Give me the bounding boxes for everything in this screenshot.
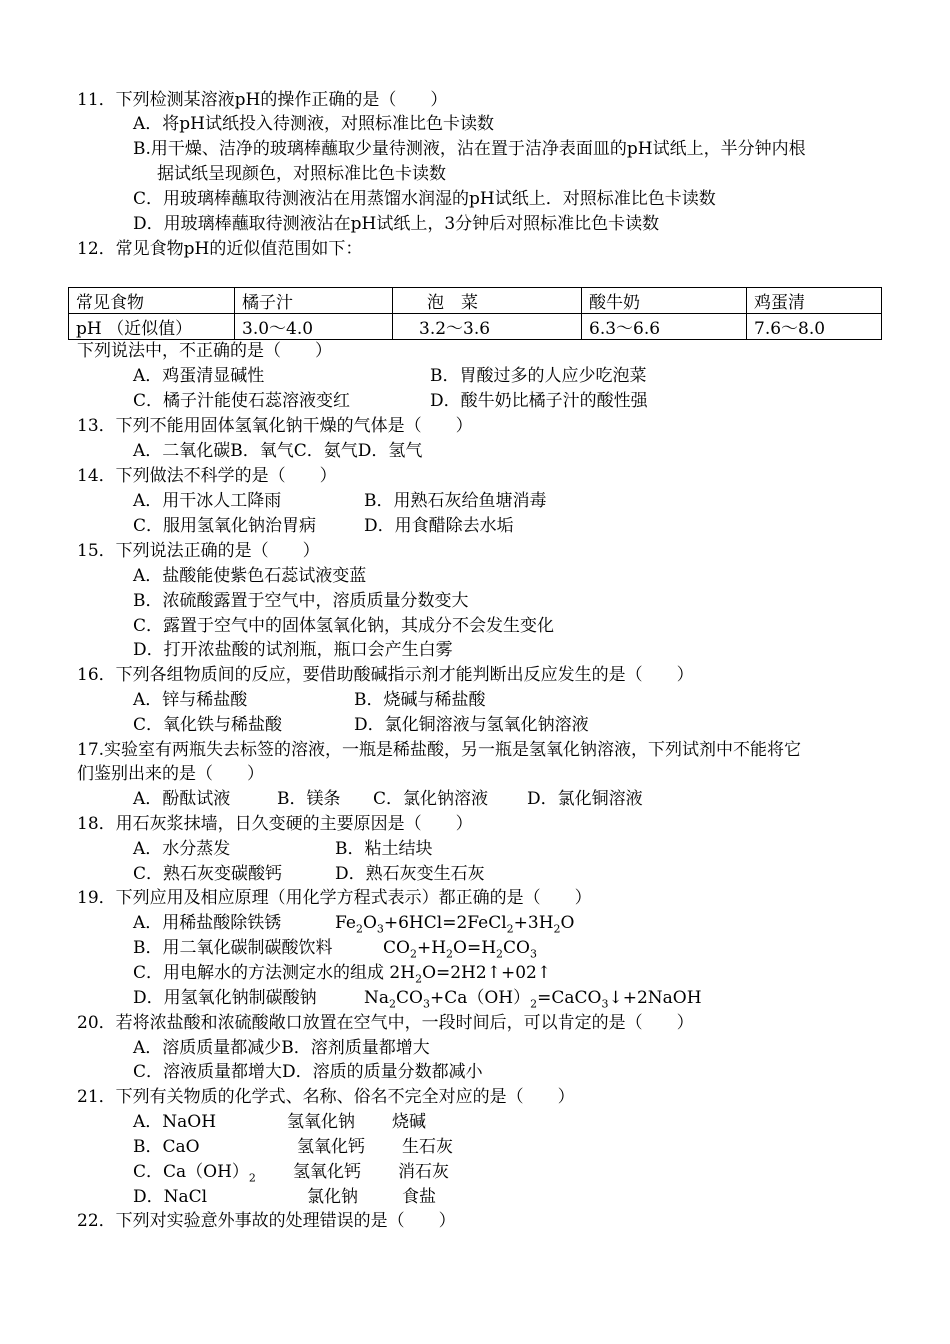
q11-option-a: A．将pH试纸投入待测液，对照标准比色卡读数 (133, 114, 494, 134)
table-cell: 常见食物 (69, 288, 235, 314)
q15-option-c: C．露置于空气中的固体氢氧化钠，其成分不会发生变化 (133, 616, 555, 636)
q19-option-a: A．用稀盐酸除铁锈 (133, 913, 282, 933)
q22-stem: 22．下列对实验意外事故的处理错误的是（ ） (77, 1211, 456, 1231)
q17-stem-line1: 17.实验室有两瓶失去标签的溶液，一瓶是稀盐酸，另一瓶是氢氧化钠溶液，下列试剂中不能将它 (77, 740, 802, 760)
q18-stem: 18．用石灰浆抹墙，日久变硬的主要原因是（ ） (77, 814, 473, 834)
q15-option-d: D．打开浓盐酸的试剂瓶，瓶口会产生白雾 (133, 640, 453, 660)
q11-stem: 11．下列检测某溶液pH的操作正确的是（ ） (77, 90, 448, 110)
q11-option-b-line1: B.用干燥、洁净的玻璃棒蘸取少量待测液，沾在置于洁净表面皿的pH试纸上，半分钟内根 (133, 139, 806, 159)
q12-option-a: A．鸡蛋清显碱性 (133, 366, 265, 386)
q16-option-d: D．氯化铜溶液与氢氧化钠溶液 (354, 715, 589, 735)
q21-option-d-common-name: 食盐 (402, 1187, 436, 1207)
q16-option-c: C．氧化铁与稀盐酸 (133, 715, 283, 735)
q21-option-b-common-name: 生石灰 (402, 1137, 453, 1157)
q14-stem: 14．下列做法不科学的是（ ） (77, 466, 337, 486)
table-cell: 3.0～4.0 (235, 314, 393, 340)
table-row (69, 288, 882, 314)
q20-options-cd: C．溶液质量都增大D．溶质的质量分数都减小 (133, 1062, 483, 1082)
q17-option-a: A．酚酞试液 (133, 789, 231, 809)
q12-option-c: C．橘子汁能使石蕊溶液变红 (133, 391, 351, 411)
q17-option-b: B．镁条 (277, 789, 341, 809)
q14-option-b: B．用熟石灰给鱼塘消毒 (364, 491, 547, 511)
q20-stem: 20．若将浓盐酸和浓硫酸敞口放置在空气中，一段时间后，可以肯定的是（ ） (77, 1013, 694, 1033)
q21-option-b-formula: B．CaO (133, 1137, 200, 1157)
q19-option-b: B．用二氧化碳制碳酸饮料 (133, 938, 333, 958)
q18-option-c: C．熟石灰变碳酸钙 (133, 864, 283, 884)
q17-option-c: C．氯化钠溶液 (373, 789, 489, 809)
table-cell: 泡 菜 (393, 288, 582, 314)
q19-option-c: C．用电解水的方法测定水的组成 $2H_2O=2H2↑+02↑$ (133, 963, 552, 986)
q12-option-b: B．胃酸过多的人应少吃泡菜 (430, 366, 647, 386)
q21-option-a-name: 氢氧化钠 (287, 1112, 355, 1132)
table-cell: 鸡蛋清 (747, 288, 882, 314)
food-ph-table (68, 287, 882, 340)
q18-option-a: A．水分蒸发 (133, 839, 231, 859)
q21-option-d-name: 氯化钠 (307, 1187, 358, 1207)
q11-option-d: D．用玻璃棒蘸取待测液沾在pH试纸上，3分钟后对照标准比色卡读数 (133, 214, 660, 234)
q13-options: A．二氧化碳B．氧气C．氨气D．氢气 (133, 441, 423, 461)
q11-option-c: C．用玻璃棒蘸取待测液沾在用蒸馏水润湿的pH试纸上．对照标准比色卡读数 (133, 189, 716, 209)
table-cell: 橘子汁 (235, 288, 393, 314)
table-cell: 6.3～6.6 (582, 314, 747, 340)
table-cell: pH （近似值） (69, 314, 235, 340)
q21-option-a-common-name: 烧碱 (392, 1112, 426, 1132)
q13-stem: 13．下列不能用固体氢氧化钠干燥的气体是（ ） (77, 416, 473, 436)
table-cell: 7.6～8.0 (747, 314, 882, 340)
q15-option-a: A．盐酸能使紫色石蕊试液变蓝 (133, 566, 367, 586)
q19-option-d-equation: $Na_2CO_3+Ca(OH)_2=CaCO_3↓+2NaOH$ (364, 988, 702, 1011)
q21-option-a-formula: A．NaOH (133, 1112, 217, 1132)
q12-prompt: 下列说法中，不正确的是（ ） (77, 341, 332, 361)
q21-stem: 21．下列有关物质的化学式、名称、俗名不完全对应的是（ ） (77, 1087, 575, 1107)
q21-option-d-formula: D．NaCl (133, 1187, 208, 1207)
q18-option-b: B．粘土结块 (335, 839, 433, 859)
q19-option-b-equation: $CO_2+H_2O=H_2CO_3$ (383, 938, 537, 961)
q21-option-c-name: 氢氧化钙 (293, 1162, 361, 1182)
q14-option-a: A．用干冰人工降雨 (133, 491, 282, 511)
q16-option-b: B．烧碱与稀盐酸 (354, 690, 486, 710)
q20-options-ab: A．溶质质量都减少B．溶剂质量都增大 (133, 1038, 430, 1058)
q12-stem: 12．常见食物pH的近似值范围如下： (77, 239, 363, 259)
table-row (69, 314, 882, 340)
q21-option-b-name: 氢氧化钙 (297, 1137, 365, 1157)
q19-option-d: D．用氢氧化钠制碳酸钠 (133, 988, 317, 1008)
q11-option-b-line2: 据试纸呈现颜色，对照标准比色卡读数 (157, 164, 446, 184)
table-cell: 酸牛奶 (582, 288, 747, 314)
q15-option-b: B．浓硫酸露置于空气中，溶质质量分数变大 (133, 591, 469, 611)
q19-stem: 19．下列应用及相应原理（用化学方程式表示）都正确的是（ ） (77, 888, 592, 908)
q21-option-c-formula: C．$Ca(OH)_2$ (133, 1162, 256, 1185)
q16-stem: 16．下列各组物质间的反应，要借助酸碱指示剂才能判断出反应发生的是（ ） (77, 665, 694, 685)
table-cell: 3.2～3.6 (393, 314, 582, 340)
q16-option-a: A．锌与稀盐酸 (133, 690, 248, 710)
q21-option-c-common-name: 消石灰 (398, 1162, 449, 1182)
q17-option-d: D．氯化铜溶液 (527, 789, 643, 809)
q18-option-d: D．熟石灰变生石灰 (335, 864, 485, 884)
q14-option-d: D．用食醋除去水垢 (364, 516, 514, 536)
q19-option-a-equation: $Fe_2O_3+6HCl=2FeCl_2+3H_2O$ (335, 913, 575, 936)
q12-option-d: D．酸牛奶比橘子汁的酸性强 (430, 391, 648, 411)
q17-stem-line2: 们鉴别出来的是（ ） (77, 764, 264, 784)
q14-option-c: C．服用氢氧化钠治胃病 (133, 516, 317, 536)
q15-stem: 15．下列说法正确的是（ ） (77, 541, 320, 561)
